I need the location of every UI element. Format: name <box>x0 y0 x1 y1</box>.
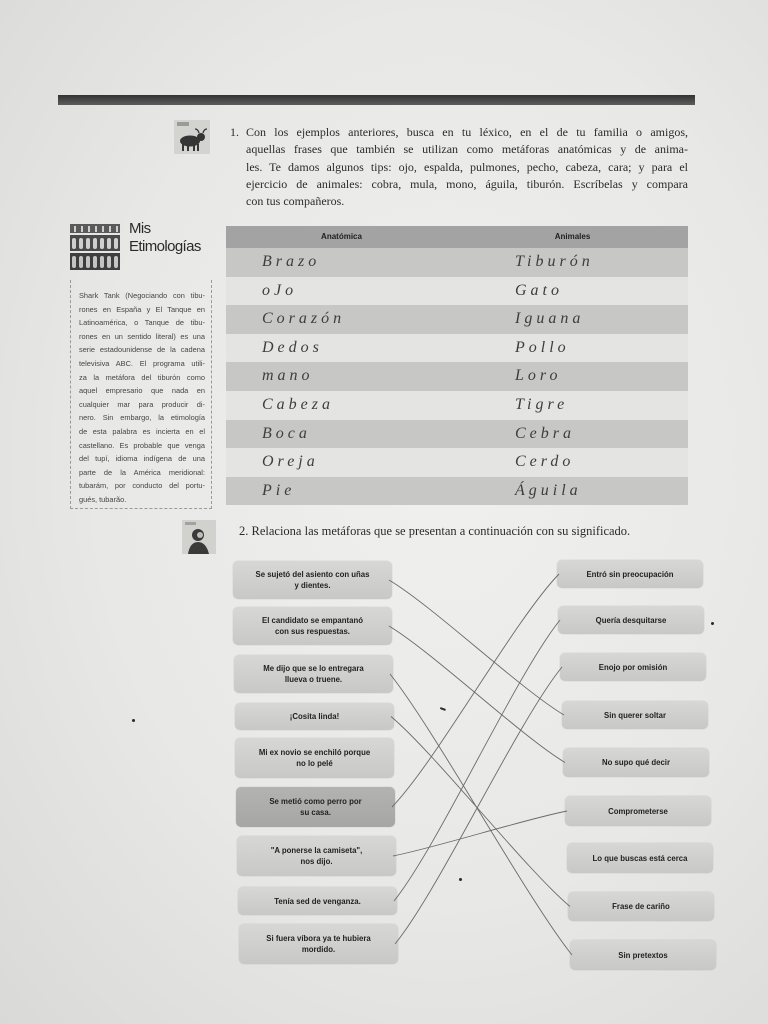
handwritten-cell: Dedos <box>262 338 323 356</box>
table-row <box>226 420 688 449</box>
metaphor-line: con sus respuestas. <box>275 627 350 636</box>
metaphor-line: Tenía sed de venganza. <box>274 896 361 906</box>
table-row <box>226 391 688 420</box>
meaning-box <box>560 653 706 681</box>
sidebar-line: serie estadounidense de la cadena <box>79 345 205 355</box>
handwritten-cell: Águila <box>515 481 582 499</box>
meaning-label: No supo qué decir <box>601 758 670 767</box>
metaphor-box <box>234 655 393 693</box>
metaphor-box <box>235 738 394 778</box>
pen-mark <box>132 719 135 722</box>
meaning-label: Frase de cariño <box>612 902 670 911</box>
handwritten-cell: Gato <box>515 281 563 299</box>
meaning-label: Entró sin preocupación <box>586 569 674 579</box>
handwritten-cell: Boca <box>262 424 311 442</box>
metaphor-line: mordido. <box>301 945 336 954</box>
table-row <box>226 248 688 277</box>
bull-icon <box>174 120 210 154</box>
meaning-label: Quería desquitarse <box>595 615 667 625</box>
table-row <box>226 277 688 306</box>
sidebar-title-line: Etimologías <box>129 238 201 255</box>
match-line <box>393 811 567 856</box>
meaning-label: Sin querer soltar <box>604 710 666 720</box>
metaphor-box <box>235 703 394 730</box>
match-line <box>392 574 559 807</box>
handwritten-cell: Loro <box>515 367 562 385</box>
sidebar-line: Shark Tank (Negociando con tibu- <box>79 291 205 300</box>
meaning-box <box>563 748 709 777</box>
match-line <box>389 580 564 715</box>
person-icon <box>182 520 216 554</box>
match-line <box>389 626 565 763</box>
meaning-box <box>568 892 714 921</box>
metaphor-line: "A ponerse la camiseta", <box>270 846 363 855</box>
metaphor-line: nos dijo. <box>300 857 333 866</box>
sidebar-line: za la metáfora del tiburón como <box>79 372 205 382</box>
metaphor-line: Mi ex novio se enchiló porque <box>258 748 371 757</box>
metaphor-box <box>233 607 392 645</box>
pen-mark <box>440 707 446 710</box>
meaning-box <box>567 843 713 873</box>
sidebar-line: televisiva ABC. El programa utili- <box>79 358 205 368</box>
handwritten-cell: Pollo <box>515 338 570 356</box>
sidebar-line: del tupí, idioma indígena de una <box>79 454 205 464</box>
sidebar-line: parte de la América meridional: <box>79 467 205 477</box>
handwritten-cell: Pie <box>262 481 296 499</box>
metaphor-line: Se metió como perro por <box>269 797 362 806</box>
handwritten-cell: oJo <box>262 281 298 299</box>
metaphor-line: no lo pelé <box>296 759 333 768</box>
pen-mark <box>459 878 462 881</box>
column-header-anatomica: Anatómica <box>321 232 362 241</box>
sidebar-line: aquel empresario que nada en <box>79 386 205 396</box>
sidebar-line: cualquier mar para producir di- <box>79 399 205 409</box>
metaphor-box <box>236 787 395 827</box>
column-header-animales: Animales <box>554 232 591 241</box>
question-1-line: con tus compañeros. <box>246 194 345 209</box>
question-1-number: 1. <box>230 125 239 139</box>
header-bar <box>58 95 695 105</box>
table-row <box>226 362 688 391</box>
metaphor-line: su casa. <box>300 808 331 817</box>
handwritten-cell: Iguana <box>515 310 585 328</box>
metaphor-line: llueva o truene. <box>284 675 343 684</box>
metaphor-line: Si fuera víbora ya te hubiera <box>266 934 371 943</box>
meaning-box <box>558 606 704 634</box>
metaphor-line: Se sujetó del asiento con uñas <box>255 570 370 579</box>
meaning-box <box>570 940 716 970</box>
metaphor-line: y dientes. <box>294 581 331 590</box>
match-line <box>390 674 572 955</box>
handwritten-cell: Brazo <box>262 253 321 270</box>
metaphor-line: ¡Cosita linda! <box>289 712 340 721</box>
handwritten-cell: Cabeza <box>262 395 334 413</box>
meaning-label: Sin pretextos <box>618 950 668 960</box>
sidebar-line: rones en España y El Tanque en <box>79 304 205 314</box>
sidebar-line: tubarám, por conducto del portu- <box>79 481 205 491</box>
table-row <box>226 305 688 334</box>
meaning-label: Comprometerse <box>608 806 668 816</box>
question-1-line: aquellas frases que también se utilizan como metáforas anatómicas y de anima- <box>246 142 688 157</box>
match-line <box>394 620 560 901</box>
question-2-text: 2. Relaciona las metáforas que se presentan a continuación con su significado. <box>239 524 631 538</box>
handwritten-cell: Oreja <box>262 453 319 471</box>
metaphor-table <box>226 226 688 505</box>
metaphor-box <box>238 887 397 915</box>
sidebar-title <box>129 220 201 256</box>
meaning-box <box>565 796 711 826</box>
handwritten-cell: Tiburón <box>515 253 594 270</box>
metaphor-box <box>233 561 392 599</box>
sidebar-line: gués, tubarão. <box>79 494 127 504</box>
metaphor-line: Me dijo que se lo entregara <box>263 664 364 673</box>
metaphor-box <box>237 836 396 876</box>
metaphor-line: El candidato se empantanó <box>262 616 363 625</box>
table-row <box>226 477 688 506</box>
handwritten-cell: Corazón <box>262 310 346 328</box>
metaphor-box <box>239 924 398 964</box>
sidebar-line: castellano. Es probable que venga <box>79 440 205 450</box>
sidebar-line: Latinoamérica, o Tanque de tibu- <box>79 318 205 328</box>
table-row <box>226 334 688 363</box>
match-line <box>395 667 562 944</box>
pen-mark <box>711 622 714 625</box>
sidebar-line: de esta palabra es incierta en el <box>79 426 205 436</box>
handwritten-cell: Tigre <box>515 395 569 413</box>
question-1-line: ejercicio de animales: cobra, mula, mono, águila, tiburón. Escríbelas y compara <box>246 176 688 191</box>
match-line <box>391 717 570 907</box>
handwritten-cell: Cerdo <box>515 453 575 471</box>
sidebar-title-line: Mis <box>129 220 151 237</box>
handwritten-cell: Cebra <box>515 424 575 442</box>
sidebar-line: nero. Sin embargo, la etimología <box>79 413 205 423</box>
sidebar-text <box>79 289 205 507</box>
table-row <box>226 448 688 477</box>
meaning-box <box>557 560 703 588</box>
meaning-label: Enojo por omisión <box>598 662 668 672</box>
sidebar-line: rones en un sentido literal) es una <box>79 331 205 341</box>
meaning-box <box>562 701 708 729</box>
handwritten-cell: mano <box>262 367 314 385</box>
question-1-line: Con los ejemplos anteriores, busca en tu léxico, en el de tu familia o amigos, <box>246 125 688 139</box>
colosseum-icon <box>68 222 122 272</box>
meaning-label: Lo que buscas está cerca <box>592 853 688 863</box>
table-header <box>226 226 688 248</box>
question-1-text <box>246 124 688 210</box>
question-1-line: les. Te damos algunos tips: ojo, espalda, pulmones, pecho, cabeza, cara; y para el <box>246 159 688 174</box>
